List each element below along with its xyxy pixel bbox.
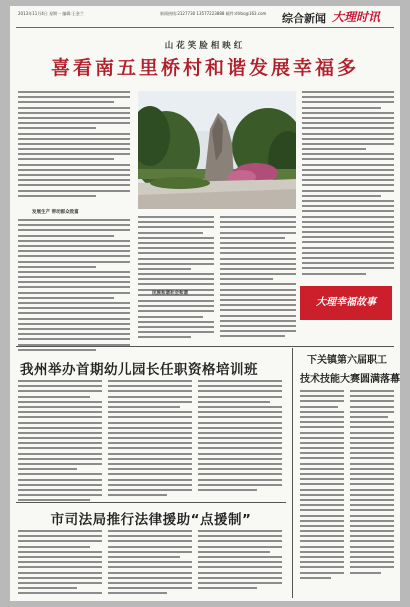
- newspaper-page: [10, 6, 400, 601]
- lead-column-4: [302, 91, 394, 278]
- header-rule: [16, 27, 394, 28]
- article-headline-contest-line2: 技术技能大赛圆满落幕: [300, 374, 400, 385]
- article-legal-aid-col-2: [108, 530, 192, 597]
- section-title: 综合新闻: [282, 12, 326, 25]
- article-headline-contest-line1: 下关镇第六届职工: [307, 355, 387, 366]
- article-rule: [16, 502, 286, 503]
- column-divider: [292, 348, 293, 598]
- lead-column-1-cont: [18, 219, 130, 354]
- contact-line: 新闻热线:2127730 13577223888 邮件:dlrbs@163.com: [160, 11, 267, 16]
- lead-subhead-1: 发展生产 带动群众致富: [32, 210, 79, 215]
- date-line: 2013年11月4日 星期一 编辑:王金兰: [18, 11, 84, 16]
- section-rule: [16, 346, 394, 347]
- article-headline-legal-aid: 市司法局推行法律援助“点援制”: [50, 512, 252, 528]
- article-contest-col-1: [300, 390, 344, 582]
- article-headline-kindergarten: 我州举办首期幼儿园长任职资格培训班: [20, 362, 258, 378]
- lead-column-2: [138, 216, 214, 299]
- lead-title: 喜看南五里桥村和谐发展幸福多: [50, 57, 359, 79]
- page-header: [10, 6, 400, 32]
- article-kindergarten-col-3: [198, 380, 282, 494]
- article-kindergarten-col-2: [108, 380, 192, 499]
- lead-column-2-cont: [138, 300, 214, 342]
- paper-brand: 大理时讯: [332, 10, 381, 24]
- lead-column-1: [18, 91, 130, 200]
- lead-kicker: 山花笑脸相映红: [164, 41, 246, 51]
- lead-subhead-2: 民族和谐社会和谐: [152, 291, 188, 296]
- lead-photo: [138, 91, 296, 209]
- lead-column-3: [220, 216, 296, 341]
- article-kindergarten-col-1: [18, 380, 102, 505]
- article-contest-col-2: [350, 390, 394, 577]
- article-legal-aid-col-1: [18, 530, 102, 597]
- article-legal-aid-col-3: [198, 530, 282, 592]
- section-stamp: 大理幸福故事: [300, 286, 392, 320]
